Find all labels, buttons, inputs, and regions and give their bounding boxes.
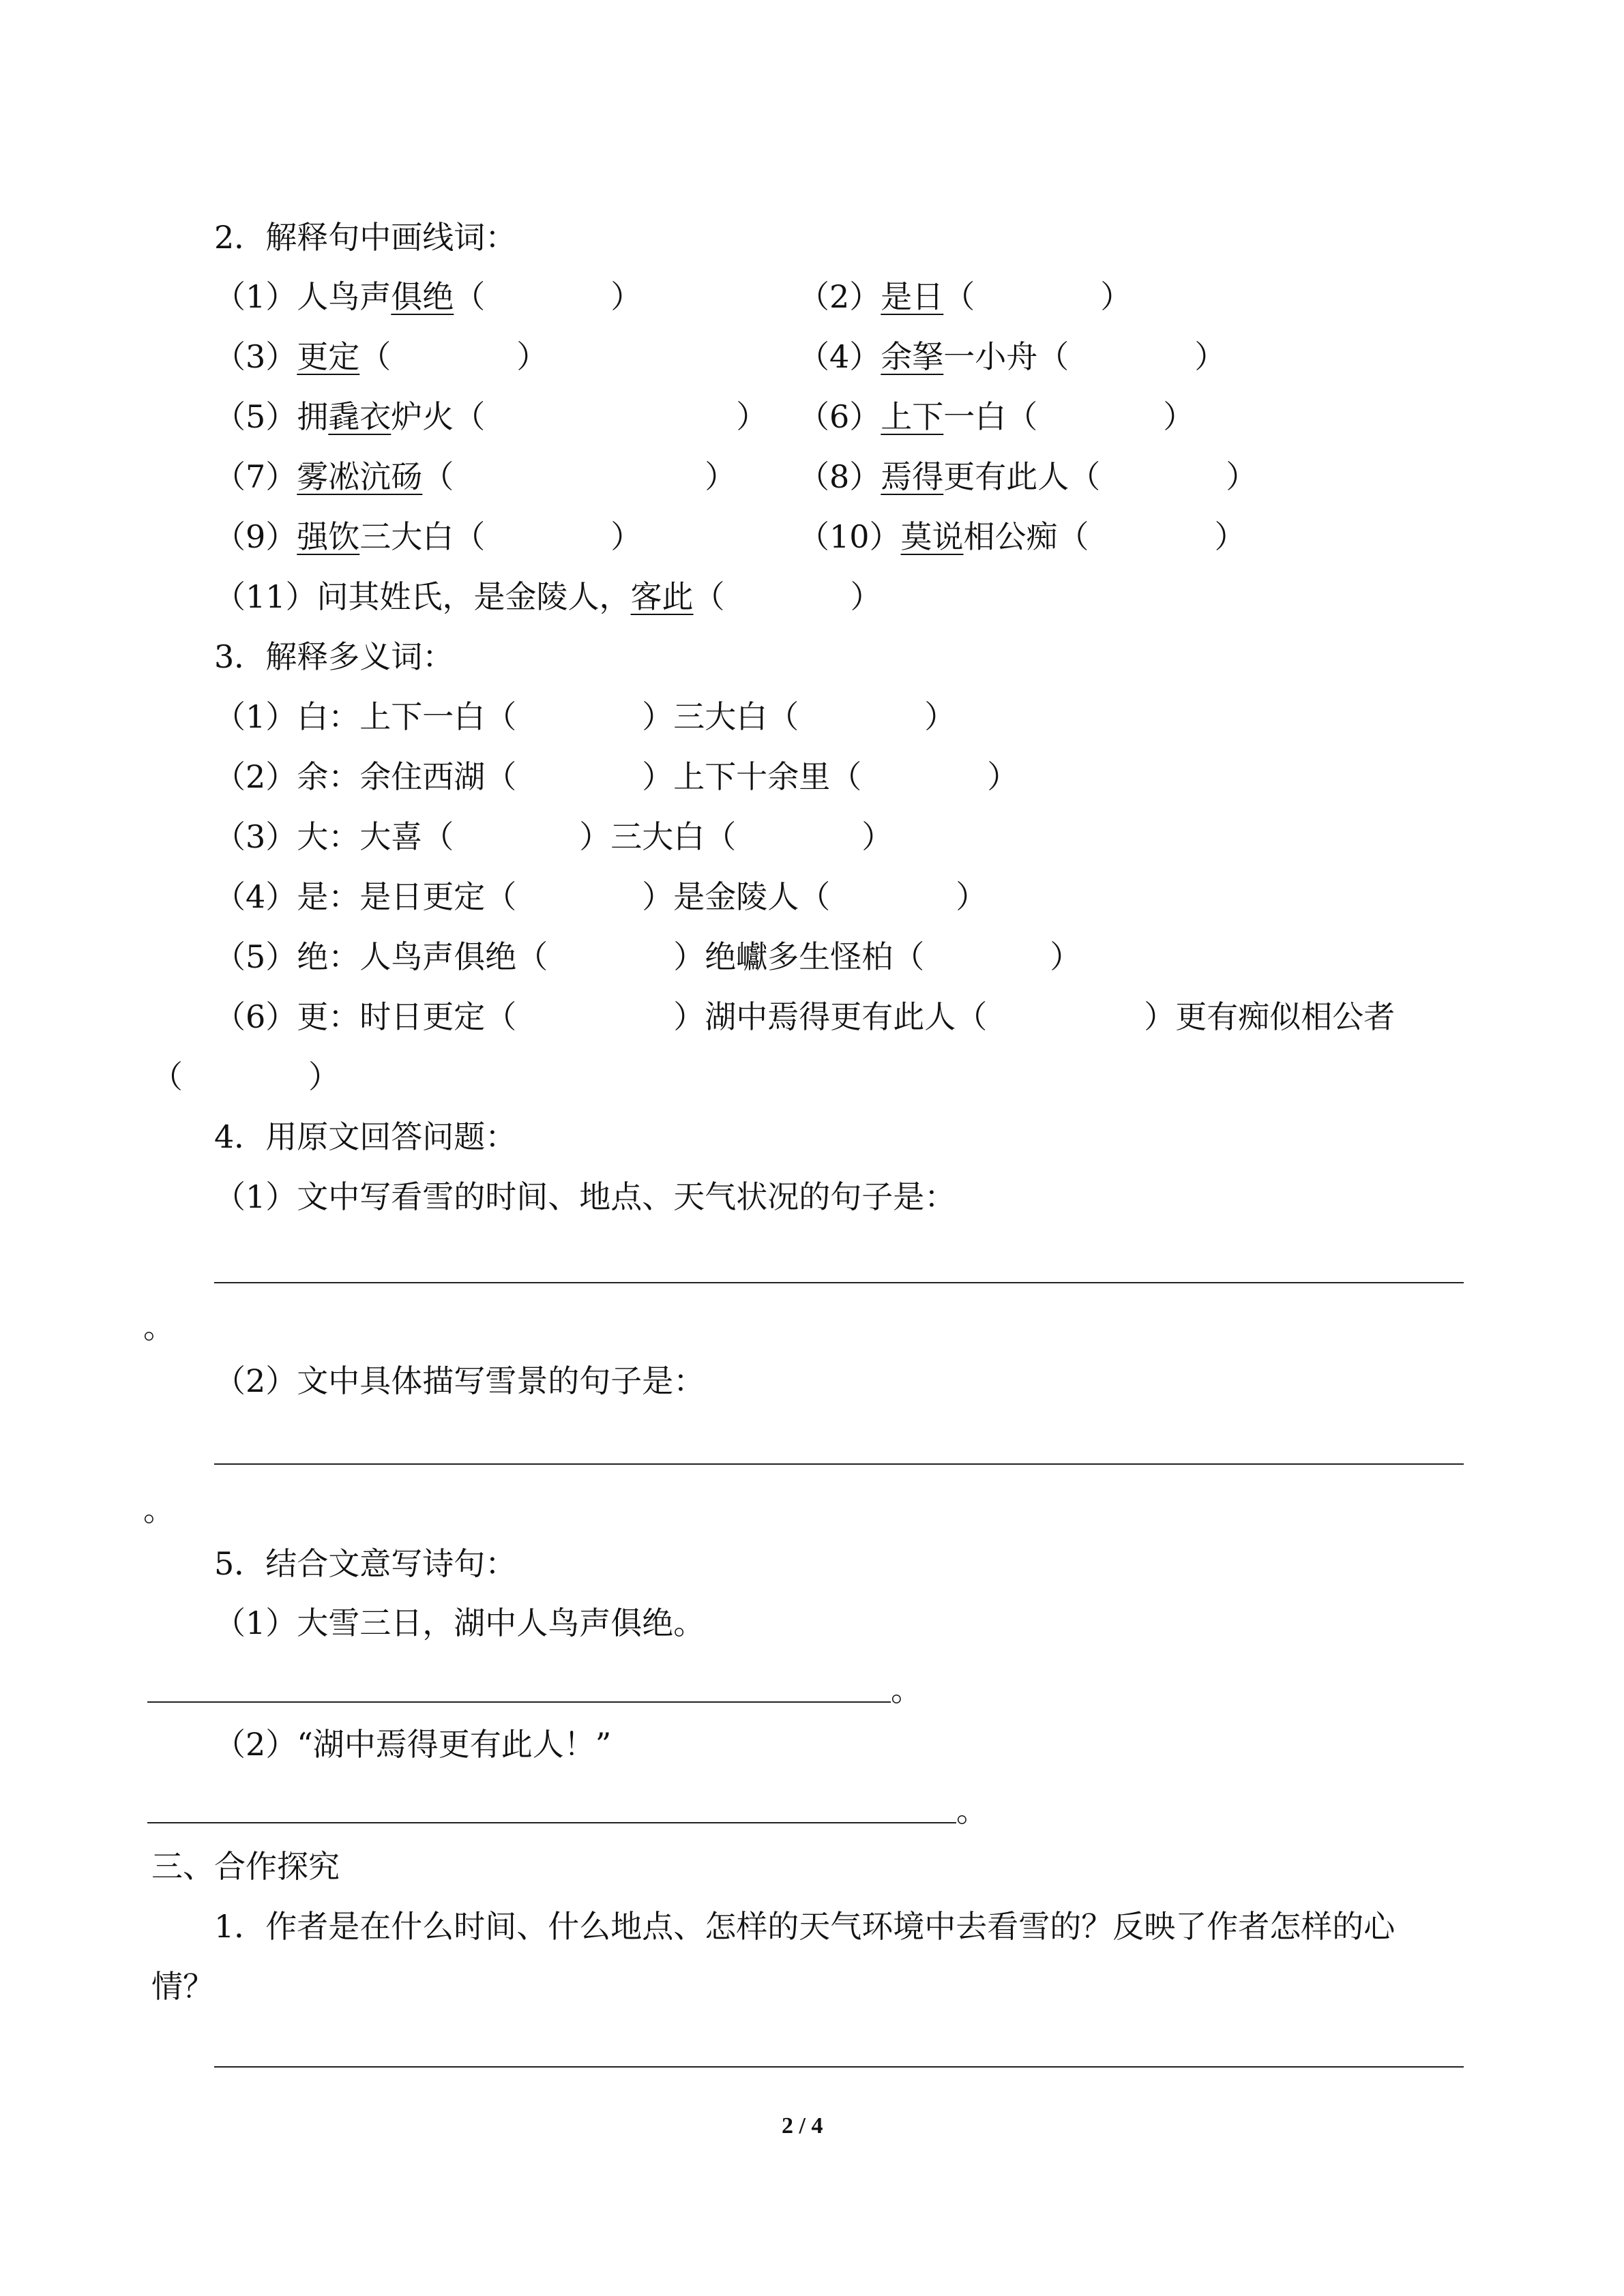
q2-item-9: （9）强饮三大白（ ）: [214, 518, 643, 555]
q2-item-2: （2）是日（ ）: [798, 278, 1132, 315]
q5-sub1: （1）大雪三日，湖中人鸟声俱绝。: [214, 1605, 705, 1641]
q4-heading: 4．用原文回答问题：: [214, 1118, 517, 1155]
q2-heading: 2．解释句中画线词：: [214, 219, 517, 256]
q5-answer-line-1[interactable]: [147, 1701, 891, 1703]
q2-item-3: （3）更定（ ）: [214, 338, 548, 375]
section3-heading: 三、合作探究: [151, 1848, 340, 1885]
q3-line-5: （5）绝：人鸟声俱绝（ ）绝巘多生怪柏（ ）: [214, 938, 1082, 975]
q3-line-3: （3）大：大喜（ ）三大白（ ）: [214, 818, 894, 855]
section3-answer-line[interactable]: [214, 2066, 1464, 2068]
q5-end-mark-2: 。: [956, 1792, 988, 1829]
q2-item-8: （8）焉得更有此人（ ）: [798, 458, 1258, 495]
q2-item-5: （5）拥毳衣炉火（ ）: [214, 398, 768, 435]
q2-item-4: （4）余拏一小舟（ ）: [798, 338, 1226, 375]
q5-heading: 5．结合文意写诗句：: [214, 1545, 517, 1582]
q3-heading: 3．解释多义词：: [214, 638, 454, 675]
q3-line-2: （2）余：余住西湖（ ）上下十余里（ ）: [214, 758, 1019, 795]
q2-item-11: （11）问其姓氏，是金陵人，客此（ ）: [214, 578, 882, 615]
q5-end-mark-1: 。: [891, 1671, 922, 1708]
section3-q1-line1: 1．作者是在什么时间、什么地点、怎样的天气环境中去看雪的？反映了作者怎样的心: [214, 1908, 1396, 1945]
q3-line-6: （6）更：时日更定（ ）湖中焉得更有此人（ ）更有痴似相公者: [214, 998, 1396, 1035]
q4-sub1: （1）文中写看雪的时间、地点、天气状况的句子是：: [214, 1178, 956, 1215]
q4-sub2: （2）文中具体描写雪景的句子是：: [214, 1362, 705, 1399]
q5-answer-line-2[interactable]: [147, 1822, 956, 1823]
q3-line-1: （1）白：上下一白（ ）三大白（ ）: [214, 698, 956, 735]
q2-item-10: （10）莫说相公痴（ ）: [798, 518, 1246, 555]
q4-answer-line-1[interactable]: [214, 1282, 1464, 1283]
section3-q1-line2: 情？: [151, 1968, 214, 2005]
q2-item-7: （7）雾凇沆砀（ ）: [214, 458, 737, 495]
q3-line-6-continued: （ ）: [151, 1058, 340, 1095]
q2-item-1: （1）人鸟声俱绝（ ）: [214, 278, 643, 315]
q2-item-6: （6）上下一白（ ）: [798, 398, 1195, 435]
q4-end-mark-2: 。: [143, 1491, 175, 1528]
q5-sub2: （2）“湖中焉得更有此人！”: [214, 1726, 612, 1763]
q4-end-mark-1: 。: [143, 1309, 175, 1345]
q3-line-4: （4）是：是日更定（ ）是金陵人（ ）: [214, 878, 988, 915]
page-number: 2 / 4: [782, 2113, 823, 2138]
q4-answer-line-2[interactable]: [214, 1463, 1464, 1465]
